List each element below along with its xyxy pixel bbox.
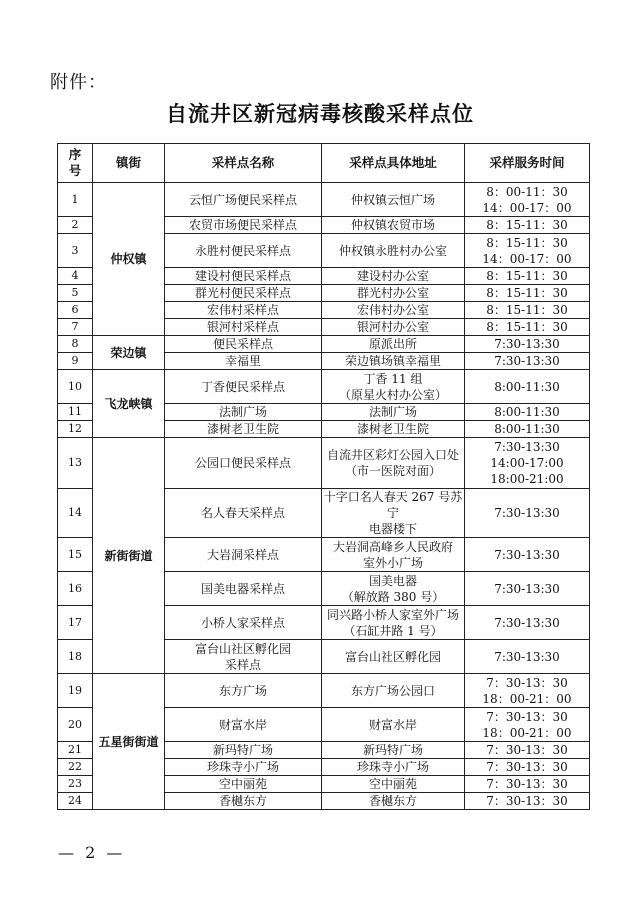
address-cell: 同兴路小桥人家室外广场 （石缸井路 1 号）	[322, 606, 465, 640]
row-index: 20	[58, 708, 93, 742]
site-name-cell: 财富水岸	[165, 708, 322, 742]
address-cell: 新玛特广场	[322, 742, 465, 759]
hours-cell: 7:30-13:30	[465, 336, 590, 353]
header-hours: 采样服务时间	[465, 144, 590, 183]
row-index: 23	[58, 776, 93, 793]
row-index: 2	[58, 217, 93, 234]
row-index: 12	[58, 421, 93, 438]
address-cell: 仲权镇农贸市场	[322, 217, 465, 234]
row-index: 10	[58, 370, 93, 404]
row-index: 11	[58, 404, 93, 421]
table-row	[58, 438, 590, 489]
table-header-row	[58, 144, 590, 183]
site-name-cell: 建设村便民采样点	[165, 268, 322, 285]
attachment-label: 附件：	[50, 72, 107, 93]
header-address: 采样点具体地址	[322, 144, 465, 183]
address-cell: 财富水岸	[322, 708, 465, 742]
hours-cell: 8：15-11：30	[465, 217, 590, 234]
row-index: 19	[58, 674, 93, 708]
hours-cell: 7：30-13：30 18：00-21：00	[465, 708, 590, 742]
hours-cell: 7：30-13：30	[465, 793, 590, 810]
address-cell: 宏伟村办公室	[322, 302, 465, 319]
site-name-cell: 永胜村便民采样点	[165, 234, 322, 268]
address-cell: 富台山社区孵化园	[322, 640, 465, 674]
address-cell: 荣边镇场镇幸福里	[322, 353, 465, 370]
hours-cell: 8:00-11:30	[465, 421, 590, 438]
address-cell: 自流井区彩灯公园入口处 （市一医院对面）	[322, 438, 465, 489]
address-cell: 建设村办公室	[322, 268, 465, 285]
hours-cell: 8:00-11:30	[465, 404, 590, 421]
hours-cell: 7:30-13:30	[465, 606, 590, 640]
hours-cell: 8：15-11：30	[465, 302, 590, 319]
site-name-cell: 空中丽苑	[165, 776, 322, 793]
site-name-cell: 云恒广场便民采样点	[165, 183, 322, 217]
site-name-cell: 小桥人家采样点	[165, 606, 322, 640]
town-cell: 飞龙峡镇	[93, 370, 165, 438]
address-cell: 国美电器 （解放路 380 号）	[322, 572, 465, 606]
site-name-cell: 东方广场	[165, 674, 322, 708]
address-cell: 原派出所	[322, 336, 465, 353]
address-cell: 漆树老卫生院	[322, 421, 465, 438]
row-index: 24	[58, 793, 93, 810]
row-index: 22	[58, 759, 93, 776]
hours-cell: 7：30-13：30	[465, 742, 590, 759]
hours-cell: 8:00-11:30	[465, 370, 590, 404]
hours-cell: 8：15-11：30 14：00-17：00	[465, 234, 590, 268]
hours-cell: 7:30-13:30	[465, 538, 590, 572]
row-index: 7	[58, 319, 93, 336]
hours-cell: 7:30-13:30	[465, 489, 590, 538]
address-cell: 仲权镇云恒广场	[322, 183, 465, 217]
header-site-name: 采样点名称	[165, 144, 322, 183]
site-name-cell: 银河村采样点	[165, 319, 322, 336]
address-cell: 东方广场公园口	[322, 674, 465, 708]
row-index: 14	[58, 489, 93, 538]
hours-cell: 7：30-13：30	[465, 776, 590, 793]
site-name-cell: 群光村便民采样点	[165, 285, 322, 302]
hours-cell: 8：00-11：30 14：00-17：00	[465, 183, 590, 217]
hours-cell: 8：15-11：30	[465, 268, 590, 285]
row-index: 9	[58, 353, 93, 370]
address-cell: 大岩洞高峰乡人民政府 室外小广场	[322, 538, 465, 572]
table-row	[58, 336, 590, 353]
site-name-cell: 富台山社区孵化园 采样点	[165, 640, 322, 674]
site-name-cell: 宏伟村采样点	[165, 302, 322, 319]
site-name-cell: 珍珠寺小广场	[165, 759, 322, 776]
address-cell: 香樾东方	[322, 793, 465, 810]
hours-cell: 8：15-11：30	[465, 285, 590, 302]
address-cell: 珍珠寺小广场	[322, 759, 465, 776]
page-number: — 2 —	[58, 843, 126, 862]
row-index: 5	[58, 285, 93, 302]
site-name-cell: 幸福里	[165, 353, 322, 370]
sampling-sites-table	[57, 143, 590, 810]
site-name-cell: 便民采样点	[165, 336, 322, 353]
address-cell: 十字口名人春天 267 号苏宁 电器楼下	[322, 489, 465, 538]
hours-cell: 7:30-13:30	[465, 353, 590, 370]
row-index: 13	[58, 438, 93, 489]
town-cell: 荣边镇	[93, 336, 165, 370]
row-index: 16	[58, 572, 93, 606]
hours-cell: 7:30-13:30 14:00-17:00 18:00-21:00	[465, 438, 590, 489]
hours-cell: 7:30-13:30	[465, 640, 590, 674]
header-index: 序 号	[58, 144, 93, 183]
site-name-cell: 公园口便民采样点	[165, 438, 322, 489]
hours-cell: 8：15-11：30	[465, 319, 590, 336]
address-cell: 法制广场	[322, 404, 465, 421]
hours-cell: 7：30-13：30 18：00-21：00	[465, 674, 590, 708]
site-name-cell: 大岩洞采样点	[165, 538, 322, 572]
address-cell: 空中丽苑	[322, 776, 465, 793]
address-cell: 银河村办公室	[322, 319, 465, 336]
town-cell: 新街街道	[93, 438, 165, 674]
site-name-cell: 漆树老卫生院	[165, 421, 322, 438]
row-index: 15	[58, 538, 93, 572]
page-title: 自流井区新冠病毒核酸采样点位	[166, 101, 474, 126]
row-index: 1	[58, 183, 93, 217]
row-index: 8	[58, 336, 93, 353]
site-name-cell: 新玛特广场	[165, 742, 322, 759]
hours-cell: 7:30-13:30	[465, 572, 590, 606]
town-cell: 五星街街道	[93, 674, 165, 810]
row-index: 21	[58, 742, 93, 759]
site-name-cell: 名人春天采样点	[165, 489, 322, 538]
site-name-cell: 香樾东方	[165, 793, 322, 810]
table-row	[58, 674, 590, 708]
site-name-cell: 丁香便民采样点	[165, 370, 322, 404]
row-index: 3	[58, 234, 93, 268]
row-index: 4	[58, 268, 93, 285]
table-row	[58, 370, 590, 404]
site-name-cell: 国美电器采样点	[165, 572, 322, 606]
address-cell: 丁香 11 组 （原星火村办公室）	[322, 370, 465, 404]
address-cell: 仲权镇永胜村办公室	[322, 234, 465, 268]
row-index: 18	[58, 640, 93, 674]
site-name-cell: 法制广场	[165, 404, 322, 421]
site-name-cell: 农贸市场便民采样点	[165, 217, 322, 234]
hours-cell: 7：30-13：30	[465, 759, 590, 776]
header-town: 镇街	[93, 144, 165, 183]
row-index: 17	[58, 606, 93, 640]
address-cell: 群光村办公室	[322, 285, 465, 302]
table-row	[58, 183, 590, 217]
row-index: 6	[58, 302, 93, 319]
town-cell: 仲权镇	[93, 183, 165, 336]
